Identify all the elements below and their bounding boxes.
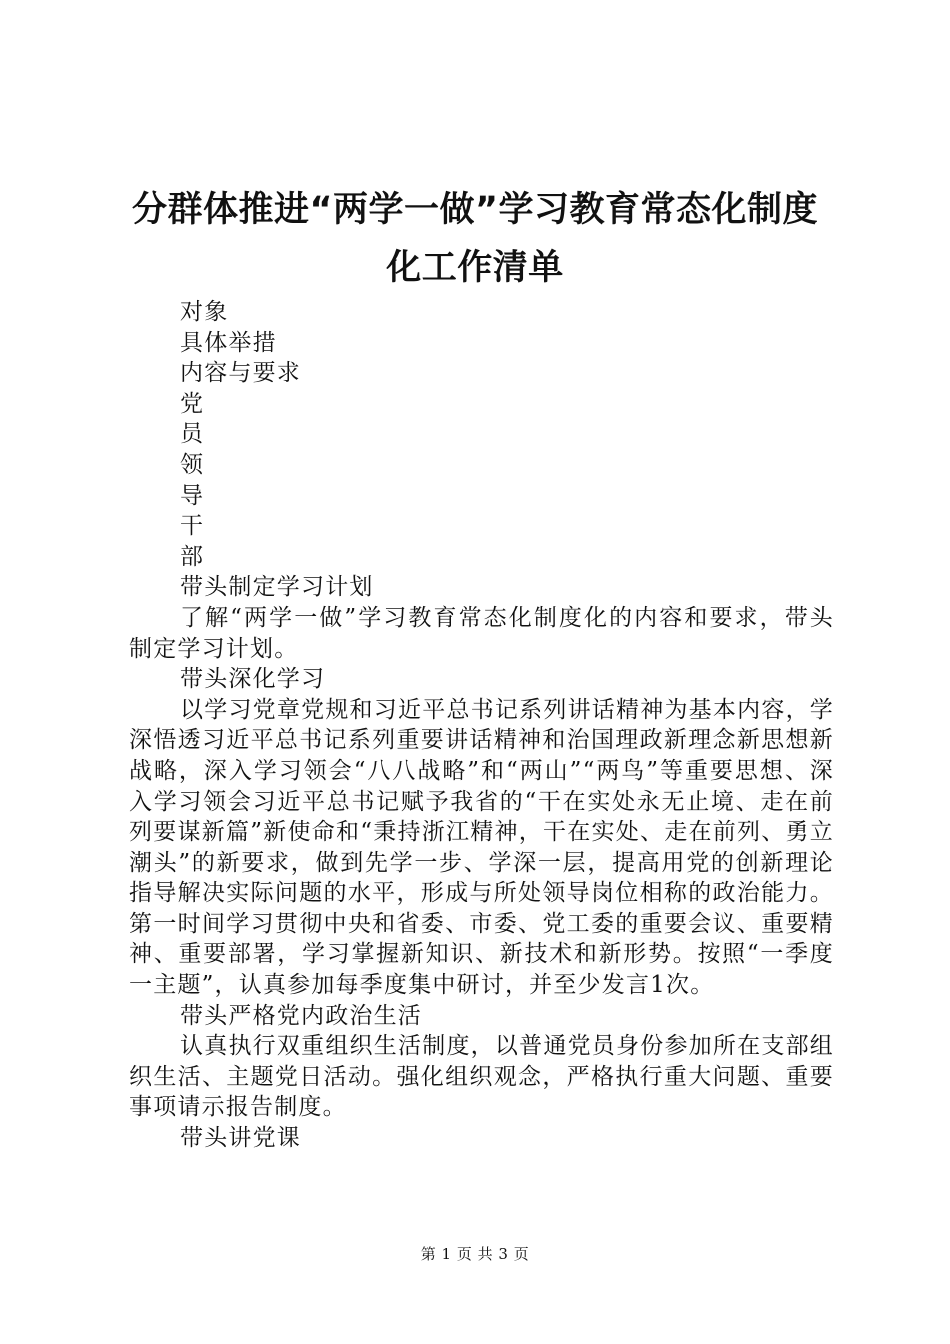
measure-heading-study: 带头深化学习 bbox=[180, 666, 326, 693]
object-char-6: 部 bbox=[180, 543, 205, 570]
column-header-object: 对象 bbox=[180, 299, 229, 325]
object-char-4: 导 bbox=[180, 482, 205, 509]
column-header-measures: 具体举措 bbox=[180, 329, 277, 356]
object-char-3: 领 bbox=[180, 451, 205, 478]
object-char-5: 干 bbox=[180, 513, 205, 540]
page-footer: 第 1 页 共 3 页 bbox=[420, 1245, 530, 1263]
document-body bbox=[129, 297, 834, 1154]
object-char-2: 员 bbox=[180, 421, 205, 448]
measure-heading-political-life: 带头严格党内政治生活 bbox=[180, 1002, 422, 1029]
document-title-line-2: 化工作清单 bbox=[386, 248, 564, 288]
document-title-line-1: 分群体推进“两学一做”学习教育常态化制度 bbox=[131, 190, 818, 230]
measure-text-plan: 了解“两学一做”学习教育常态化制度化的内容和要求，带头制定学习计划。 bbox=[129, 604, 834, 662]
measure-text-study: 以学习党章党规和习近平总书记系列讲话精神为基本内容，学深悟透习近平总书记系列重要讲话精神和治国理政新理念新思想新战略，深入学习领会“八八战略”和“两山”“两鸟”等重要思想、深入学习领会习近平总书记赋予我省的“干在实处永无止境、走在前列要谋新篇”新使命和“秉持浙江精神，干在实处、走在前列、勇立潮头”的新要求，做到先学一步、学深一层，提高用党的创新理论指导解决实际问题的水平，形成与所处领导岗位相称的政治能力。第一时间学习贯彻中央和省委、市委、党工委的重要会议、重要精神、重要部署，学习掌握新知识、新技术和新形势。按照“一季度一主题”，认真参加每季度集中研讨，并至少发言1次。 bbox=[129, 696, 834, 999]
object-char-1: 党 bbox=[180, 390, 205, 417]
measure-heading-plan: 带头制定学习计划 bbox=[180, 574, 374, 601]
measure-text-political-life: 认真执行双重组织生活制度，以普通党员身份参加所在支部组织生活、主题党日活动。强化组织观念，严格执行重大问题、重要事项请示报告制度。 bbox=[129, 1033, 834, 1121]
measure-heading-party-lecture: 带头讲党课 bbox=[180, 1125, 301, 1152]
column-header-requirements: 内容与要求 bbox=[180, 360, 301, 387]
